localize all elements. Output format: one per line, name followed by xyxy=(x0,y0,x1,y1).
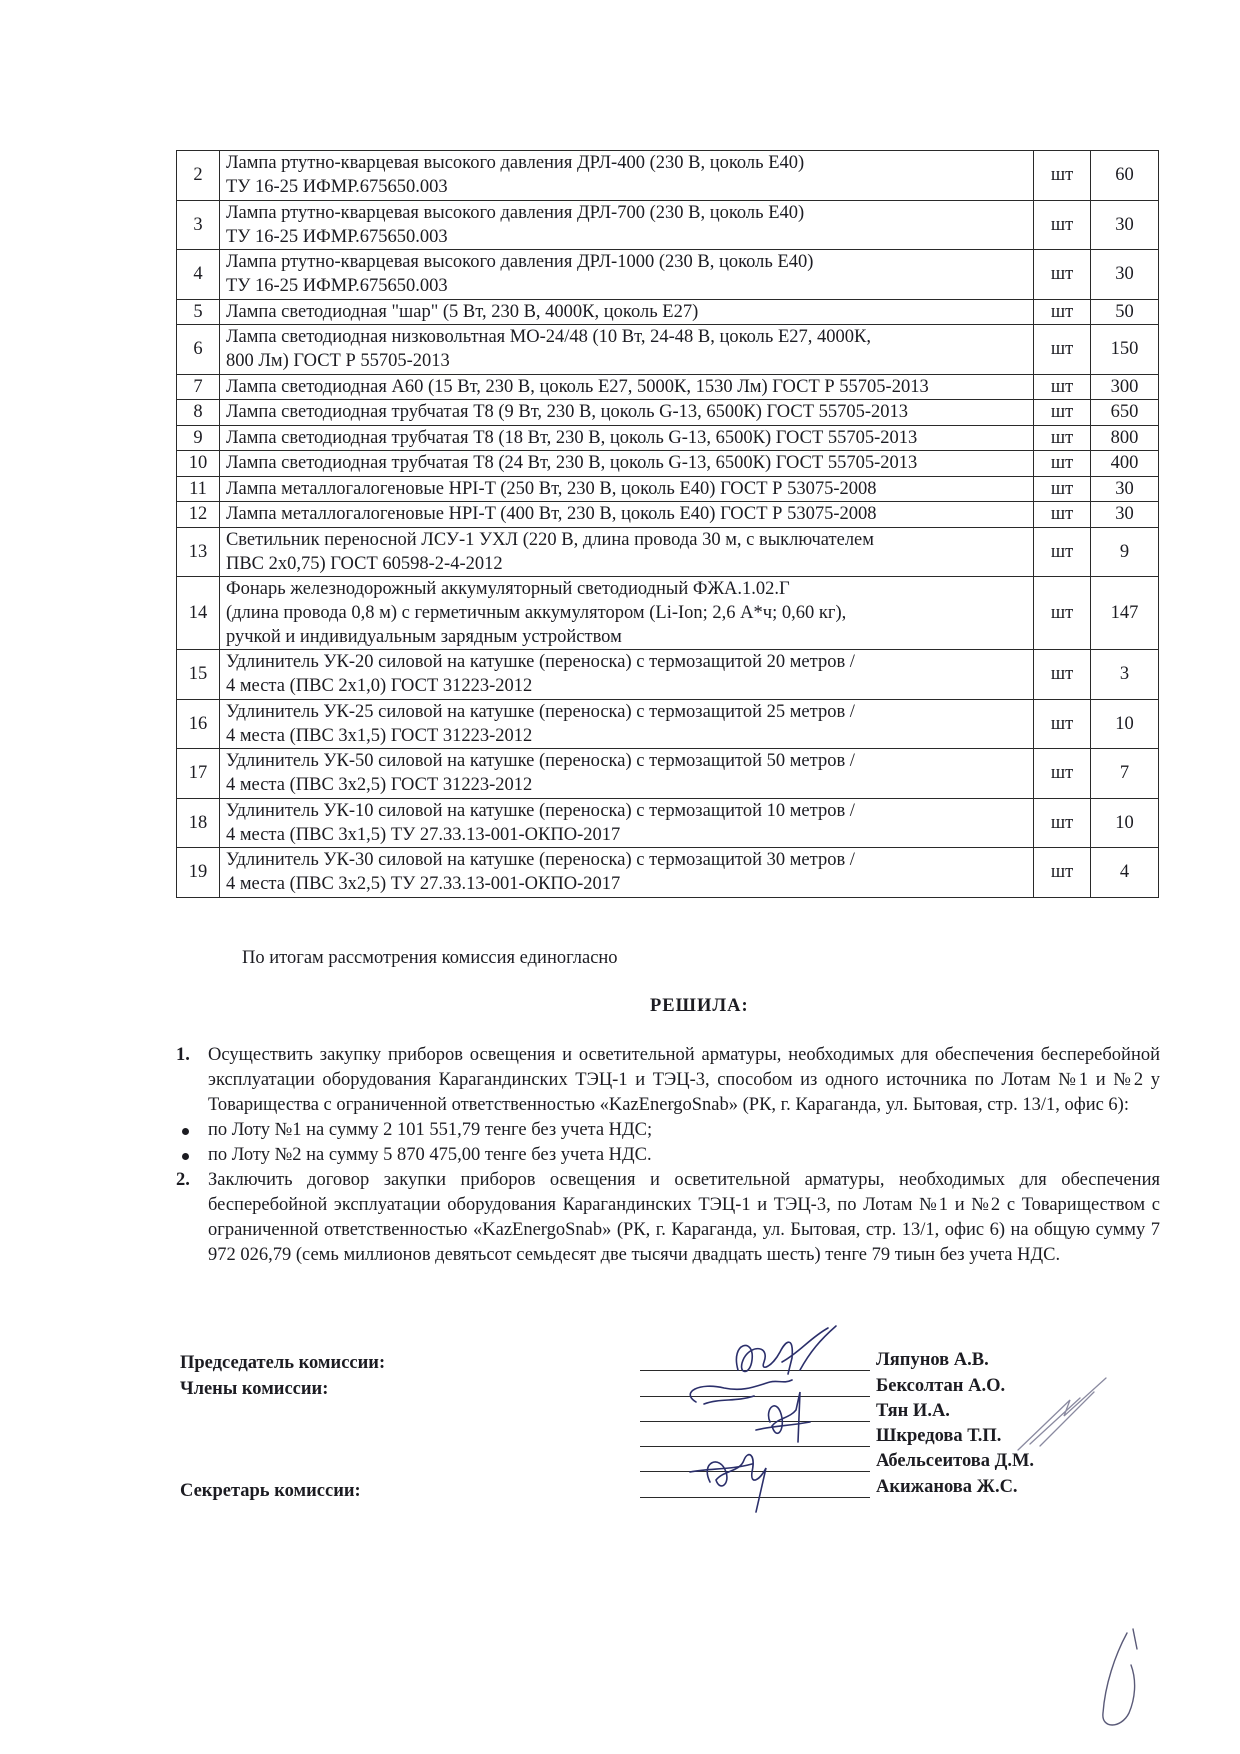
item-name xyxy=(219,577,1033,650)
item-name-line: Лампа светодиодная низковольтная МО-24/48 (10 Вт, 24-48 В, цоколь Е27, 4000К, xyxy=(225,327,871,348)
item-unit: шт xyxy=(1034,650,1091,700)
item-name-line: Лампа светодиодная трубчатая Т8 (24 Вт, 230 В, цоколь G-13, 6500К) ГОСТ 55705-2013 xyxy=(225,453,918,474)
signatory-name: Бексолтан А.О. xyxy=(876,1376,1006,1396)
table-row xyxy=(177,650,1159,700)
item-unit: шт xyxy=(1034,200,1091,250)
item-name-line: Удлинитель УК-30 силовой на катушке (переноска) с термозащитой 30 метров / xyxy=(225,850,855,871)
item-unit: шт xyxy=(1034,374,1091,400)
table-row xyxy=(177,502,1159,528)
item-name-line: ПВС 2х0,75) ГОСТ 60598-2-4-2012 xyxy=(225,553,503,574)
table-row xyxy=(177,699,1159,749)
item-name-line: Удлинитель УК-10 силовой на катушке (переноска) с термозащитой 10 метров / xyxy=(225,800,855,821)
item-unit: шт xyxy=(1034,848,1091,898)
item-name-line: Лампа светодиодная трубчатая Т8 (18 Вт, 230 В, цоколь G-13, 6500К) ГОСТ 55705-2013 xyxy=(225,427,918,448)
item-name-line: 4 места (ПВС 3х2,5) ТУ 27.33.13-001-ОКПО-2017 xyxy=(225,874,621,895)
decision-number: 1. xyxy=(176,1045,190,1065)
item-quantity: 30 xyxy=(1091,502,1159,528)
table-row xyxy=(177,848,1159,898)
table-row xyxy=(177,200,1159,250)
signatory-name: Абельсеитова Д.М. xyxy=(876,1451,1035,1471)
item-name xyxy=(219,502,1033,528)
item-quantity: 150 xyxy=(1091,325,1159,375)
item-number: 14 xyxy=(177,577,220,650)
item-quantity: 300 xyxy=(1091,374,1159,400)
item-quantity: 60 xyxy=(1091,151,1159,201)
item-number: 3 xyxy=(177,200,220,250)
item-number: 6 xyxy=(177,325,220,375)
table-row xyxy=(177,400,1159,426)
table-row xyxy=(177,374,1159,400)
item-name xyxy=(219,151,1033,201)
decision-bullet xyxy=(176,1118,1160,1143)
item-name-line: 4 места (ПВС 3х2,5) ГОСТ 31223-2012 xyxy=(225,775,533,796)
table-row xyxy=(177,425,1159,451)
table-row xyxy=(177,798,1159,848)
table-row xyxy=(177,299,1159,325)
item-name xyxy=(219,699,1033,749)
initials-mark xyxy=(1085,1625,1155,1735)
item-number: 17 xyxy=(177,749,220,799)
item-quantity: 30 xyxy=(1091,476,1159,502)
items-table-body xyxy=(177,151,1159,898)
decision-text: по Лоту №2 на сумму 5 870 475,00 тенге без учета НДС. xyxy=(208,1145,652,1165)
item-unit: шт xyxy=(1034,250,1091,300)
item-name-line: Лампа светодиодная "шар" (5 Вт, 230 В, 4000К, цоколь Е27) xyxy=(225,301,699,322)
members-label: Члены комиссии: xyxy=(180,1379,329,1399)
item-quantity: 3 xyxy=(1091,650,1159,700)
item-quantity: 400 xyxy=(1091,451,1159,477)
table-row xyxy=(177,476,1159,502)
table-row xyxy=(177,325,1159,375)
item-name-line: 4 места (ПВС 3х1,5) ГОСТ 31223-2012 xyxy=(225,725,533,746)
item-unit: шт xyxy=(1034,699,1091,749)
decided-heading: РЕШИЛА: xyxy=(650,996,749,1016)
item-name-line: Лампа металлогалогеновые HPI-T (400 Вт, 230 В, цоколь Е40) ГОСТ Р 53075-2008 xyxy=(225,504,877,525)
bullet-dot xyxy=(182,1153,189,1160)
decision-list xyxy=(176,1043,1160,1268)
item-quantity: 7 xyxy=(1091,749,1159,799)
item-unit: шт xyxy=(1034,451,1091,477)
item-name xyxy=(219,200,1033,250)
item-number: 10 xyxy=(177,451,220,477)
item-number: 11 xyxy=(177,476,220,502)
item-name-line: ручкой и индивидуальным зарядным устройством xyxy=(225,627,622,647)
item-name-line: Лампа светодиодная трубчатая Т8 (9 Вт, 230 В, цоколь G-13, 6500К) ГОСТ 55705-2013 xyxy=(225,402,909,423)
item-quantity: 30 xyxy=(1091,200,1159,250)
signatory-name: Тян И.А. xyxy=(876,1401,950,1421)
table-row xyxy=(177,451,1159,477)
item-unit: шт xyxy=(1034,577,1091,650)
decision-item xyxy=(176,1043,1160,1118)
signature-mark xyxy=(1010,1370,1120,1460)
item-name xyxy=(219,848,1033,898)
item-number: 9 xyxy=(177,425,220,451)
item-unit: шт xyxy=(1034,325,1091,375)
item-name xyxy=(219,299,1033,325)
item-number: 19 xyxy=(177,848,220,898)
item-name-line: Фонарь железнодорожный аккумуляторный светодиодный ФЖА.1.02.Г xyxy=(225,579,790,599)
item-name xyxy=(219,527,1033,577)
item-name-line: ТУ 16-25 ИФМР.675650.003 xyxy=(225,276,448,297)
item-number: 18 xyxy=(177,798,220,848)
item-name-line: ТУ 16-25 ИФМР.675650.003 xyxy=(225,177,448,198)
decision-text: Заключить договор закупки приборов освещения и осветительной арматуры, необходимых для обеспечения бесперебойной эксплуатации оборудования Карагандинских ТЭЦ-1 и ТЭЦ-3, по Лотам №1 и №2 с Товариществом с ограниченной ответственностью «KazEnergoSnab» (РК, г. Караганда, ул. Бытовая, стр. 13/1, офис 6) на общую сумму 7 972 026,79 (семь миллионов девятьсот семьдесят две тысячи двадцать шесть) тенге 79 тиын без учета НДС. xyxy=(208,1170,1160,1265)
item-name xyxy=(219,650,1033,700)
signatory-name: Акижанова Ж.С. xyxy=(876,1477,1018,1497)
conclusion-text: По итогам рассмотрения комиссия единогласно xyxy=(242,948,618,968)
item-name xyxy=(219,476,1033,502)
item-name-line: 4 места (ПВС 2х1,0) ГОСТ 31223-2012 xyxy=(225,676,533,697)
table-row xyxy=(177,577,1159,650)
item-unit: шт xyxy=(1034,151,1091,201)
decision-item xyxy=(176,1168,1160,1268)
handwritten-signatures xyxy=(660,1322,880,1522)
item-number: 2 xyxy=(177,151,220,201)
secretary-label: Секретарь комиссии: xyxy=(180,1481,361,1501)
table-row xyxy=(177,250,1159,300)
table-row xyxy=(177,749,1159,799)
item-name xyxy=(219,374,1033,400)
item-name xyxy=(219,400,1033,426)
item-name-line: Лампа светодиодная А60 (15 Вт, 230 В, цоколь Е27, 5000К, 1530 Лм) ГОСТ Р 55705-2013 xyxy=(225,376,929,397)
item-unit: шт xyxy=(1034,527,1091,577)
item-name xyxy=(219,425,1033,451)
item-name-line: Лампа ртутно-кварцевая высокого давления ДРЛ-400 (230 В, цоколь Е40) xyxy=(225,153,805,174)
item-unit: шт xyxy=(1034,502,1091,528)
item-unit: шт xyxy=(1034,425,1091,451)
item-quantity: 147 xyxy=(1091,577,1159,650)
bullet-dot xyxy=(182,1128,189,1135)
signatory-name: Ляпунов А.В. xyxy=(876,1350,989,1370)
item-number: 8 xyxy=(177,400,220,426)
item-number: 12 xyxy=(177,502,220,528)
item-name xyxy=(219,451,1033,477)
item-name-line: Удлинитель УК-20 силовой на катушке (переноска) с термозащитой 20 метров / xyxy=(225,652,855,673)
item-quantity: 9 xyxy=(1091,527,1159,577)
item-quantity: 10 xyxy=(1091,798,1159,848)
item-number: 4 xyxy=(177,250,220,300)
item-name-line: 4 места (ПВС 3х1,5) ТУ 27.33.13-001-ОКПО-2017 xyxy=(225,824,621,845)
table-row xyxy=(177,527,1159,577)
item-quantity: 800 xyxy=(1091,425,1159,451)
chairman-label: Председатель комиссии: xyxy=(180,1353,386,1373)
item-unit: шт xyxy=(1034,299,1091,325)
item-number: 16 xyxy=(177,699,220,749)
decision-text: Осуществить закупку приборов освещения и осветительной арматуры, необходимых для обеспечения бесперебойной эксплуатации оборудования Карагандинских ТЭЦ-1 и ТЭЦ-3, способом из одного источника по Лотам №1 и №2 у Товарищества с ограниченной ответственностью «KazEnergoSnab» (РК, г. Караганда, ул. Бытовая, стр. 13/1, офис 6): xyxy=(208,1045,1160,1115)
item-name-line: Удлинитель УК-25 силовой на катушке (переноска) с термозащитой 25 метров / xyxy=(225,701,855,722)
item-name-line: ТУ 16-25 ИФМР.675650.003 xyxy=(225,226,448,247)
item-name xyxy=(219,325,1033,375)
item-name xyxy=(219,250,1033,300)
item-name-line: Светильник переносной ЛСУ-1 УХЛ (220 В, длина провода 30 м, с выключателем xyxy=(225,529,874,550)
item-quantity: 50 xyxy=(1091,299,1159,325)
item-quantity: 650 xyxy=(1091,400,1159,426)
item-number: 7 xyxy=(177,374,220,400)
item-name xyxy=(219,749,1033,799)
item-unit: шт xyxy=(1034,476,1091,502)
table-row xyxy=(177,151,1159,201)
item-unit: шт xyxy=(1034,749,1091,799)
item-name-line: (длина провода 0,8 м) с герметичным аккумулятором (Li-Ion; 2,6 А*ч; 0,60 кг), xyxy=(225,603,847,623)
item-name-line: Лампа ртутно-кварцевая высокого давления ДРЛ-1000 (230 В, цоколь Е40) xyxy=(225,252,814,273)
item-quantity: 4 xyxy=(1091,848,1159,898)
item-name-line: 800 Лм) ГОСТ Р 55705-2013 xyxy=(225,351,450,372)
item-number: 5 xyxy=(177,299,220,325)
item-number: 13 xyxy=(177,527,220,577)
item-quantity: 10 xyxy=(1091,699,1159,749)
decision-number: 2. xyxy=(176,1170,190,1190)
decision-text: по Лоту №1 на сумму 2 101 551,79 тенге без учета НДС; xyxy=(208,1120,653,1140)
item-name-line: Лампа ртутно-кварцевая высокого давления ДРЛ-700 (230 В, цоколь Е40) xyxy=(225,202,805,223)
item-unit: шт xyxy=(1034,798,1091,848)
item-quantity: 30 xyxy=(1091,250,1159,300)
decision-bullet xyxy=(176,1143,1160,1168)
item-name xyxy=(219,798,1033,848)
item-name-line: Лампа металлогалогеновые HPI-T (250 Вт, 230 В, цоколь Е40) ГОСТ Р 53075-2008 xyxy=(225,478,877,499)
item-number: 15 xyxy=(177,650,220,700)
items-table xyxy=(176,150,1159,898)
item-name-line: Удлинитель УК-50 силовой на катушке (переноска) с термозащитой 50 метров / xyxy=(225,751,855,772)
signatory-name: Шкредова Т.П. xyxy=(876,1426,1002,1446)
item-unit: шт xyxy=(1034,400,1091,426)
